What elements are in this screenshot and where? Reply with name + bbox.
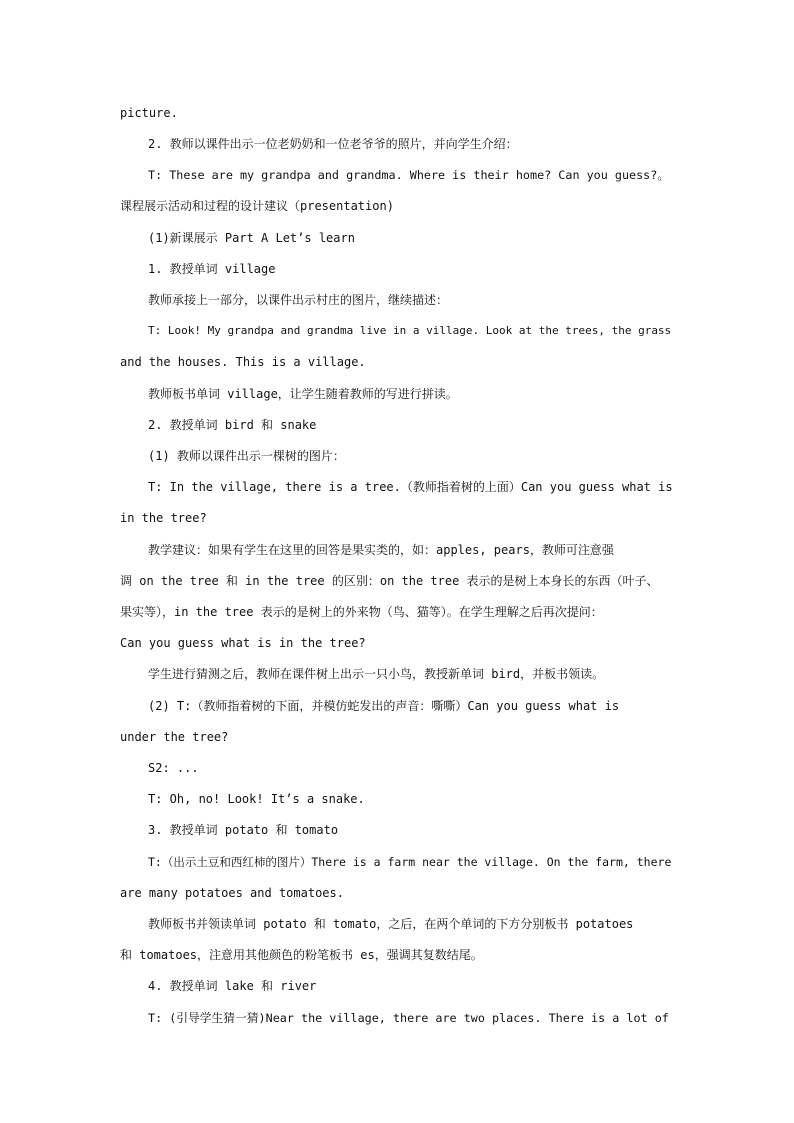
text-line: (1)新课展示 Part A Let’s learn [148, 231, 355, 245]
text-line: (1) 教师以课件出示一棵树的图片： [148, 449, 345, 463]
text-line: 教师板书单词 village，让学生随着教师的写进行拼读。 [148, 387, 458, 401]
text-line: 4. 教授单词 lake 和 river [148, 979, 317, 993]
text-line: in the tree? [120, 511, 207, 525]
text-line: S2: ... [148, 761, 199, 775]
text-line: 教师板书并领读单词 potato 和 tomato，之后，在两个单词的下方分别板书 potatoes [148, 917, 634, 931]
text-line: T: In the village, there is a tree.（教师指着树的上面）Can you guess what is [148, 480, 673, 494]
text-line: 3. 教授单词 potato 和 tomato [148, 823, 339, 837]
text-line: (2) T:（教师指着树的下面，并模仿蛇发出的声音：嘶嘶）Can you guess what is [148, 699, 620, 713]
text-line: are many potatoes and tomatoes. [120, 886, 344, 900]
text-line: 课程展示活动和过程的设计建议（presentation) [120, 199, 394, 213]
text-line: T: These are my grandpa and grandma. Where is their home? Can you guess?。 [148, 168, 670, 182]
text-line: and the houses. This is a village. [120, 355, 366, 369]
text-line: under the tree? [120, 730, 229, 744]
text-line: picture. [120, 106, 178, 120]
text-line: 2. 教授单词 bird 和 snake [148, 418, 317, 432]
text-line: 学生进行猜测之后，教师在课件树上出示一只小鸟，教授新单词 bird，并板书领读。 [148, 667, 605, 681]
text-line: 教学建议：如果有学生在这里的回答是果实类的，如：apples, pears，教师可注意强 [148, 543, 614, 557]
text-line: T: (引导学生猜一猜)Near the village, there are two places. There is a lot of [148, 1011, 669, 1025]
text-line: 果实等），in the tree 表示的是树上的外来物（鸟、猫等）。在学生理解之后再次提问： [120, 605, 603, 619]
text-line: 调 on the tree 和 in the tree 的区别：on the tree 表示的是树上本身长的东西（叶子、 [120, 574, 659, 588]
text-line: T: Oh, no! Look! It’s a snake. [148, 792, 365, 806]
text-line: T:（出示土豆和西红柿的图片）There is a farm near the village. On the farm, there [148, 855, 672, 869]
text-line: 和 tomatoes，注意用其他颜色的粉笔板书 es，强调其复数结尾。 [120, 948, 483, 962]
text-line: 2. 教师以课件出示一位老奶奶和一位老爷爷的照片，并向学生介绍： [148, 137, 518, 151]
text-line: Can you guess what is in the tree? [120, 636, 366, 650]
text-line: 1. 教授单词 village [148, 262, 276, 276]
text-line: 教师承接上一部分，以课件出示村庄的图片，继续描述： [148, 293, 449, 307]
text-line: T: Look! My grandpa and grandma live in a village. Look at the trees, the grass [148, 324, 672, 337]
